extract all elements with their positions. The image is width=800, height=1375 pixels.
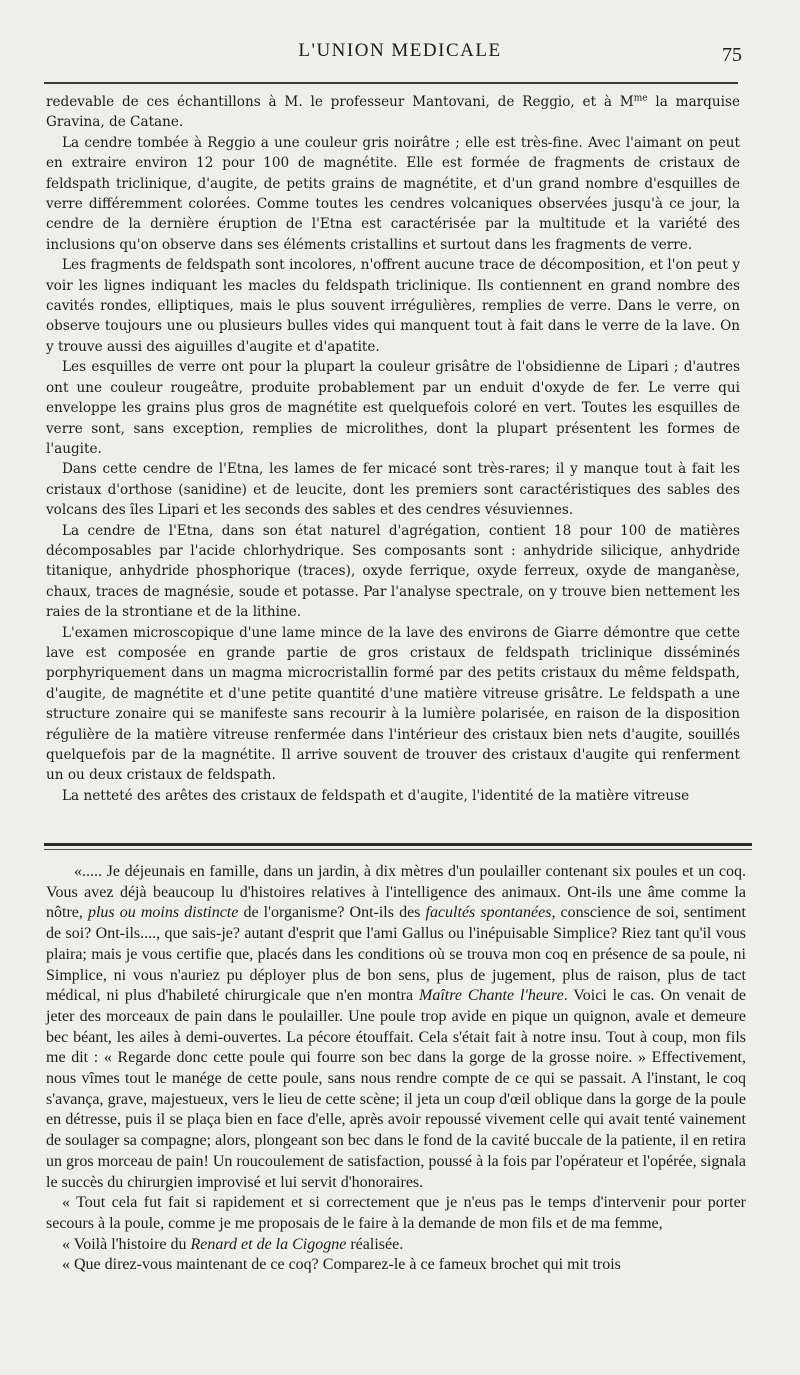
feuilleton-paragraph-4: « Que direz-vous maintenant de ce coq? Comparez-le à ce fameux brochet qui mit trois bbox=[62, 1256, 621, 1274]
header-rule bbox=[44, 82, 738, 84]
article-paragraph-8: La netteté des arêtes des cristaux de feldspath et d'augite, l'identité de la matière vitreuse bbox=[62, 787, 690, 804]
article-paragraph-7: L'examen microscopique d'une lame mince de la lave des environs de Giarre démontre que cette lave est composée en grande partie de gros cristaux de feldspath triclinique disséminés porphyriquement dans un magma microcristallin formé par des petits cristaux du même feldspath, d'augite, de magnétite et d'une petite quantité d'une matière vitreuse grisâtre. Le feldspath a une structure zonaire qui se manifeste sans recourir à la lumière polarisée, en raison de la disposition régulière de la matière vitreuse renfermée dans l'intérieur des cristaux bien nets d'augite, souillés quelquefois par de la magnétite. Il arrive souvent de trouver des cristaux d'augite qui renferment un ou deux cristaux de feldspath. bbox=[46, 624, 740, 784]
article-paragraph-4: Les esquilles de verre ont pour la plupart la couleur grisâtre de l'obsidienne de Lipari ; d'autres ont une couleur rougeâtre, produite probablement par un enduit d'oxyde de fer. Le verre qui enveloppe les grains plus gros de magnétite est quelquefois coloré en vert. Toutes les esquilles de verre sont, sans exception, remplies de microlithes, dont la plupart présentent les formes de l'augite. bbox=[46, 359, 740, 457]
article-paragraph-5: Dans cette cendre de l'Etna, les lames de fer micacé sont très-rares; il y manque tout à fait les cristaux d'orthose (sanidine) et de leucite, dont les premiers sont caractéristiques des sables des volcans des îles Lipari et les seconds des sables et des cendres vésuviennes. bbox=[46, 461, 740, 519]
article-paragraph-1: redevable de ces échantillons à M. le professeur Mantovani, de Reggio, et à $M^{me}$ la marquise Gravina, de Catane. bbox=[46, 93, 740, 131]
running-head bbox=[0, 38, 800, 68]
page-number: 75 bbox=[722, 44, 742, 66]
feuilleton-paragraph-3: « Voilà l'histoire du Renard et de la Cigogne réalisée. bbox=[62, 1235, 404, 1253]
feuilleton-paragraph-1: «..... Je déjeunais en famille, dans un jardin, à dix mètres d'un poulailler contenant six poules et un coq. Vous avez déjà beaucoup lu d'histoires relatives à l'intelligence des animaux. Ont-ils une âme comme la nôtre, plus ou moins distincte de l'organisme? Ont-ils des facultés spontanées, conscience de soi, sentiment de soi? Ont-ils...., que sais-je? autant d'esprit que l'ami Gallus ou l'inépuisable Simplice? Riez tant qu'il vous plaira; mais je vous certifie que, placés dans les conditions où se trouva mon coq en présence de sa poule, ni Simplice, ni vous n'auriez pu déployer plus de bon sens, plus de jugement, plus de raison, plus de tact médical, ni plus d'habileté chirurgicale que n'en montra Maître Chante l'heure. Voici le cas. On venait de jeter des morceaux de pain dans le poulailler. Une poule trop avide en pique un quignon, avale et demeure bec béant, les ailes à demi-ouvertes. La pécore étouffait. Cela s'était fait à notre insu. Tout à coup, mon fils me dit : « Regarde donc cette poule qui fourre son bec dans la gorge de la grosse noire. » Effectivement, nous vîmes tout le manége de cette poule, sans nous rendre compte de ce qui se passait. A l'instant, le coq s'avança, grave, majestueux, vers le lieu de cette scène; il jeta un coup d'œil oblique dans la gorge de la poule en détresse, puis il se plaça bien en face d'elle, après avoir repoussé vivement celle qui avait tenté vainement de soulager sa compagne; alors, plongeant son bec dans le fond de la cavité buccale de la patiente, il en retira un gros morceau de pain! Un roucoulement de satisfaction, poussé à la fois par l'opérateur et l'opérée, signala le succès du chirurgien improvisé et lui servit d'honoraires. bbox=[46, 863, 747, 1191]
article-paragraph-3: Les fragments de feldspath sont incolores, n'offrent aucune trace de décomposition, et l'on peut y voir les lignes indiquant les macles du feldspath triclinique. Ils contiennent en grand nombre des cavités rondes, elliptiques, mais le plus souvent irrégulières, remplies de verre. Dans le verre, on observe toujours une ou plusieurs bulles vides qui manquent tout à fait dans le verre de la lave. On y trouve aussi des aiguilles d'augite et d'apatite. bbox=[46, 257, 740, 355]
feuilleton-body bbox=[46, 862, 746, 1276]
article-paragraph-2: La cendre tombée à Reggio a une couleur gris noirâtre ; elle est très-fine. Avec l'aimant on peut en extraire environ 12 pour 100 de magnétite. Elle est formée de fragments de cristaux de feldspath triclinique, d'augite, de petits grains de magnétite, et d'un grand nombre d'esquilles de verre différemment colorées. Comme toutes les cendres volcaniques observées jusqu'à ce jour, la cendre de la dernière éruption de l'Etna est caractérisée par la multitude et la variété des inclusions qu'on observe dans ses éléments cristallins et surtout dans les fragments de verre. bbox=[46, 134, 740, 253]
feuilleton-rule-thin bbox=[44, 849, 752, 850]
article-paragraph-6: La cendre de l'Etna, dans son état naturel d'agrégation, contient 18 pour 100 de matières décomposables par l'acide chlorhydrique. Ses composants sont : anhydride silicique, anhydride titanique, anhydride phosphorique (traces), oxyde ferrique, oxyde ferreux, oxyde de manganèse, chaux, traces de magnésie, soude et potasse. Par l'analyse spectrale, on y trouve bien nettement les raies de la strontiane et de la lithine. bbox=[46, 522, 740, 621]
feuilleton-paragraph-2: « Tout cela fut fait si rapidement et si correctement que je n'eus pas le temps d'intervenir pour porter secours à la poule, comme je me proposais de le faire à la demande de mon fils et de ma femme, bbox=[46, 1194, 746, 1232]
journal-title: L'UNION MEDICALE bbox=[298, 40, 502, 61]
article-body bbox=[46, 92, 740, 806]
feuilleton-rule-thick bbox=[44, 843, 752, 846]
